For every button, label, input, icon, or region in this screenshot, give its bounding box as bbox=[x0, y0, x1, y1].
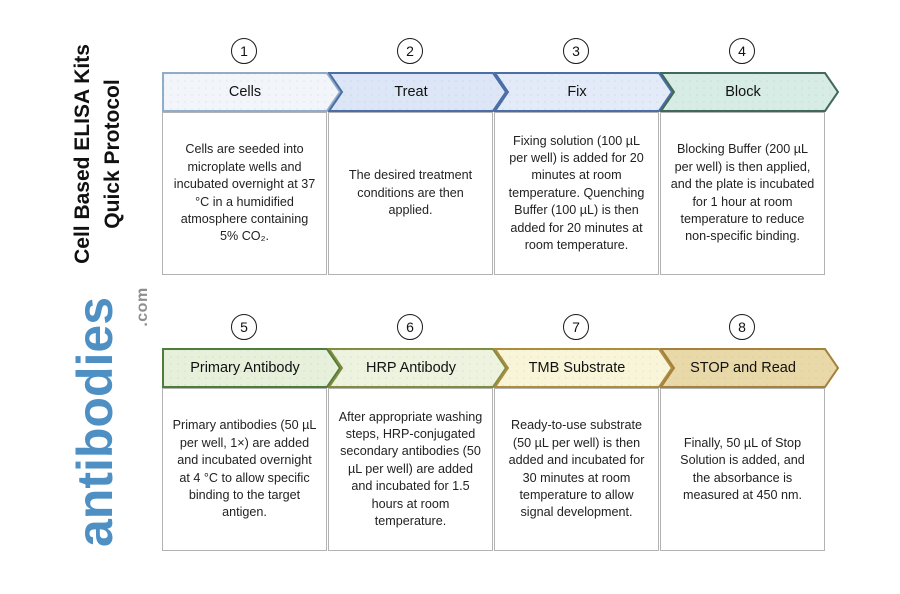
step-number-badge bbox=[397, 38, 423, 64]
step-number-badge bbox=[729, 314, 755, 340]
step-description: The desired treatment conditions are then applied. bbox=[348, 168, 473, 218]
step-column-8 bbox=[660, 314, 840, 564]
step-description-box bbox=[328, 112, 493, 275]
step-description-box bbox=[494, 388, 659, 551]
step-number: 8 bbox=[738, 319, 746, 335]
step-description: Finally, 50 µL of Stop Solution is added, and the absorbance is measured at 450 nm. bbox=[680, 435, 805, 502]
step-label: TMB Substrate bbox=[528, 360, 626, 376]
step-column-3 bbox=[494, 38, 674, 288]
page-title-line1: Cell Based ELISA Kits bbox=[71, 44, 94, 264]
step-label: Cells bbox=[228, 84, 262, 100]
step-number-badge bbox=[231, 38, 257, 64]
step-description-box bbox=[660, 112, 825, 275]
step-column-2 bbox=[328, 38, 508, 288]
step-number-badge bbox=[397, 314, 423, 340]
step-column-4 bbox=[660, 38, 840, 288]
step-label: Block bbox=[725, 84, 761, 100]
step-number: 3 bbox=[572, 43, 580, 59]
step-number: 2 bbox=[406, 43, 414, 59]
step-description-box bbox=[162, 388, 327, 551]
step-number: 4 bbox=[738, 43, 746, 59]
step-number-badge bbox=[729, 38, 755, 64]
protocol-row-2 bbox=[162, 314, 862, 564]
step-description: Ready-to-use substrate (50 µL per well) is then added and incubated for 30 minutes at room temperature to allow signal development. bbox=[508, 418, 645, 520]
step-description: Cells are seeded into microplate wells and incubated overnight at 37 °C in a humidified atmosphere containing 5% CO₂. bbox=[173, 142, 316, 244]
protocol-row-1 bbox=[162, 38, 862, 288]
logo-text: antibodies bbox=[67, 296, 123, 548]
step-number: 7 bbox=[572, 319, 580, 335]
step-description-box bbox=[328, 388, 493, 551]
step-label: HRP Antibody bbox=[365, 360, 456, 376]
step-number-badge bbox=[563, 38, 589, 64]
step-number: 6 bbox=[406, 319, 414, 335]
step-number-badge bbox=[563, 314, 589, 340]
step-number-badge bbox=[231, 314, 257, 340]
step-description: Primary antibodies (50 µL per well, 1×) are added and incubated overnight at 4 °C to allow specific binding to the target antigen. bbox=[172, 418, 317, 520]
step-column-1 bbox=[162, 38, 342, 288]
step-description-box bbox=[494, 112, 659, 275]
step-description-box bbox=[660, 388, 825, 551]
logo-suffix: .com bbox=[134, 287, 151, 327]
step-column-7 bbox=[494, 314, 674, 564]
step-label: Fix bbox=[567, 84, 587, 100]
step-label: Treat bbox=[394, 84, 428, 100]
page-title bbox=[68, 4, 132, 304]
step-description: After appropriate washing steps, HRP-conjugated secondary antibodies (50 µL per well) are added and incubated for 1.5 hours at room temperature. bbox=[338, 409, 483, 528]
step-label: STOP and Read bbox=[690, 360, 796, 376]
page-title-line2: Quick Protocol bbox=[101, 79, 125, 229]
step-column-5 bbox=[162, 314, 342, 564]
step-description: Fixing solution (100 µL per well) is added for 20 minutes at room temperature. Quenching Buffer (100 µL) is then added for 20 minutes at room temperature. bbox=[508, 133, 645, 252]
step-label: Primary Antibody bbox=[190, 360, 300, 376]
step-number: 1 bbox=[240, 43, 248, 59]
step-number: 5 bbox=[240, 319, 248, 335]
step-description-box bbox=[162, 112, 327, 275]
step-column-6 bbox=[328, 314, 508, 564]
step-description: Blocking Buffer (200 µL per well) is then applied, and the plate is incubated for 1 hour at room temperature to reduce non-specific binding. bbox=[670, 142, 815, 244]
